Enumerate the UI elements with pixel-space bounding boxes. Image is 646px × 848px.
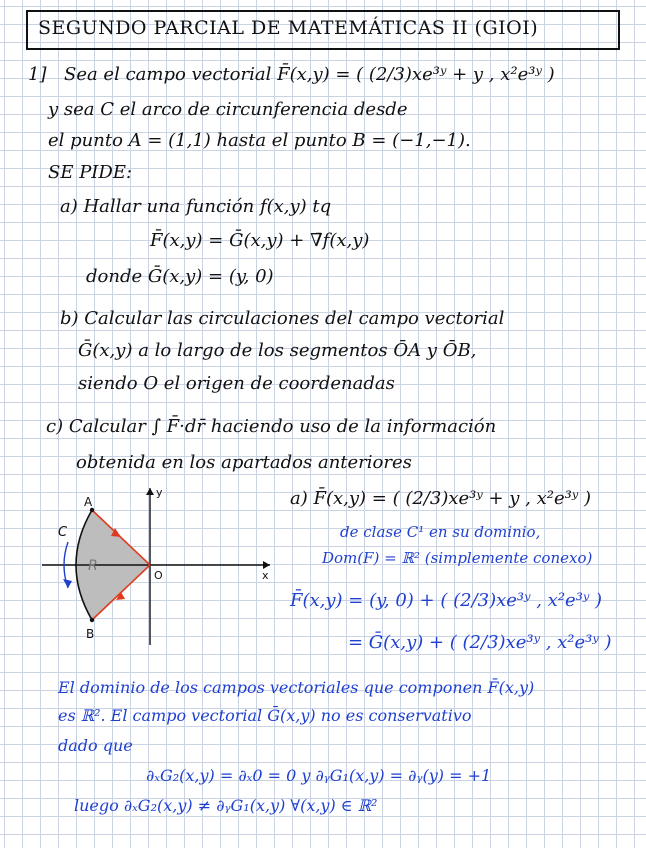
- label-c: C: [58, 525, 68, 540]
- part-c-line-2: obtenida en los apartados anteriores: [76, 452, 412, 473]
- solution-line-3: Dom(F) = ℝ² (simplemente conexo): [322, 549, 593, 567]
- part-b-line-1: b) Calcular las circulaciones del campo vectorial: [60, 308, 505, 329]
- label-o: O: [154, 569, 163, 582]
- part-a-line-1: a) Hallar una función f(x,y) tq: [60, 196, 332, 217]
- label-r: R: [88, 558, 98, 574]
- solution-line-8: dado que: [58, 736, 133, 755]
- solution-line-6: El dominio de los campos vectoriales que componen F̄(x,y): [58, 678, 535, 697]
- label-x: x: [262, 569, 269, 582]
- x-axis-arrow-icon: [263, 561, 270, 569]
- page-title: SEGUNDO PARCIAL DE MATEMÁTICAS II (GIOI): [38, 17, 539, 39]
- part-b-line-2: Ḡ(x,y) a lo largo de los segmentos ŌA y ŌB,: [78, 340, 477, 361]
- y-axis-arrow-icon: [146, 488, 154, 495]
- label-b: B: [86, 627, 95, 641]
- solution-line-5: = Ḡ(x,y) + ( (2/3)xe³ʸ , x²e³ʸ ): [348, 632, 612, 653]
- part-b-line-3: siendo O el origen de coordenadas: [78, 373, 395, 394]
- problem-line-2: y sea C el arco de circunferencia desde: [48, 99, 408, 120]
- solution-line-2: de clase C¹ en su dominio,: [340, 523, 541, 541]
- solution-line-7: es ℝ². El campo vectorial Ḡ(x,y) no es conservativo: [58, 706, 472, 725]
- problem-line-1: Sea el campo vectorial F̄(x,y) = ( (2/3)xe³ʸ + y , x²e³ʸ ): [64, 64, 555, 85]
- label-y: y: [156, 486, 163, 499]
- label-a: A: [84, 495, 93, 509]
- part-a-equation: F̄(x,y) = Ḡ(x,y) + ∇̄f(x,y): [150, 230, 370, 251]
- part-c-line-1: c) Calcular ∫ F̄·dr̄ haciendo uso de la información: [46, 416, 497, 437]
- part-a-where: donde Ḡ(x,y) = (y, 0): [86, 266, 274, 287]
- solution-line-1: a) F̄(x,y) = ( (2/3)xe³ʸ + y , x²e³ʸ ): [290, 488, 591, 509]
- problem-number: 1]: [28, 64, 47, 85]
- point-b: [90, 618, 94, 622]
- figure-region-diagram: [30, 480, 280, 650]
- solution-line-4: F̄(x,y) = (y, 0) + ( (2/3)xe³ʸ , x²e³ʸ ): [290, 590, 603, 611]
- problem-line-3: el punto A = (1,1) hasta el punto B = (−1,−1).: [48, 130, 471, 151]
- solution-line-9: ∂ₓG₂(x,y) = ∂ₓ0 = 0 y ∂ᵧG₁(x,y) = ∂ᵧ(y) = +1: [146, 766, 492, 785]
- problem-line-4: SE PIDE:: [48, 162, 133, 183]
- solution-line-10: luego ∂ₓG₂(x,y) ≠ ∂ᵧG₁(x,y) ∀(x,y) ∈ ℝ²: [74, 796, 378, 815]
- c-orientation-arrowhead-icon: [63, 579, 72, 588]
